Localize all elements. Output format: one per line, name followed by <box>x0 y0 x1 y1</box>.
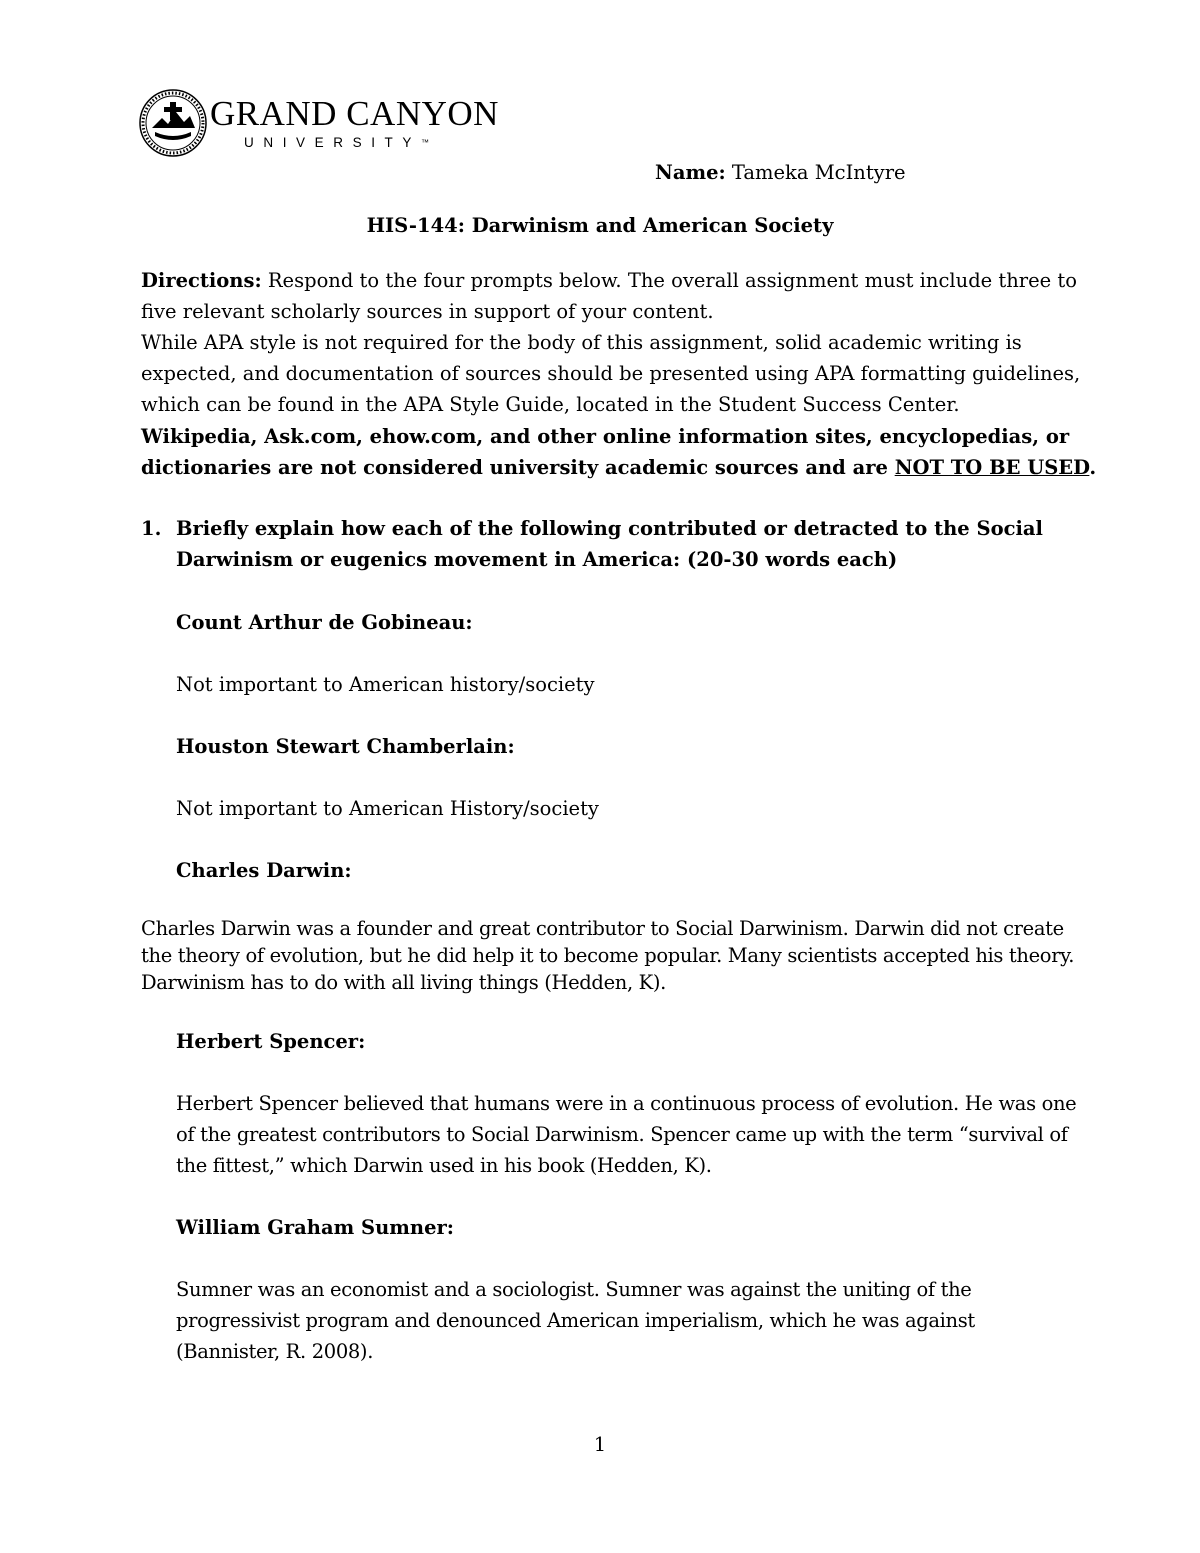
page-title: HIS-144: Darwinism and American Society <box>366 214 834 237</box>
prompt-number: 1. <box>141 517 162 540</box>
entry-answer: Charles Darwin was a founder and great contributor to Social Darwinism. Darwin did not create <box>141 917 1064 940</box>
entry-answer: Sumner was an economist and a sociologist. Sumner was against the uniting of the <box>176 1278 972 1301</box>
directions-line: Directions: Respond to the four prompts below. The overall assignment must include three to <box>141 269 1077 292</box>
university-seal-icon <box>138 88 208 158</box>
entry-heading: Count Arthur de Gobineau: <box>176 611 473 634</box>
entry-answer: Not important to American history/society <box>176 673 595 696</box>
entry-answer: the fittest,” which Darwin used in his book (Hedden, K). <box>176 1154 712 1177</box>
directions-line: expected, and documentation of sources should be presented using APA formatting guidelines, <box>141 362 1081 385</box>
entry-answer: progressivist program and denounced American imperialism, which he was against <box>176 1309 975 1332</box>
prompt-text: Briefly explain how each of the following contributed or detracted to the Social <box>176 517 1043 540</box>
student-name: Name: Tameka McIntyre <box>655 161 906 184</box>
entry-answer: (Bannister, R. 2008). <box>176 1340 374 1363</box>
directions-line: which can be found in the APA Style Guide, located in the Student Success Center. <box>141 393 960 416</box>
page-number: 1 <box>593 1433 607 1456</box>
entry-answer: the theory of evolution, but he did help it to become popular. Many scientists accepted his theory. <box>141 944 1075 967</box>
directions-line: five relevant scholarly sources in support of your content. <box>141 300 714 323</box>
logo-wordmark: GRAND CANYON <box>210 94 499 133</box>
entry-heading: Houston Stewart Chamberlain: <box>176 735 515 758</box>
entry-answer: of the greatest contributors to Social Darwinism. Spencer came up with the term “survival of <box>176 1123 1068 1146</box>
directions-line: While APA style is not required for the body of this assignment, solid academic writing is <box>141 331 1022 354</box>
logo-subtitle: UNIVERSITY™ <box>244 135 430 150</box>
university-logo <box>138 88 499 160</box>
entry-answer: Herbert Spencer believed that humans were in a continuous process of evolution. He was one <box>176 1092 1077 1115</box>
prompt-text: Darwinism or eugenics movement in America: (20-30 words each) <box>176 548 898 571</box>
sources-warning: dictionaries are not considered university academic sources and are NOT TO BE USED. <box>141 456 1097 479</box>
entry-heading: Herbert Spencer: <box>176 1030 366 1053</box>
entry-heading: William Graham Sumner: <box>176 1216 454 1239</box>
entry-answer: Darwinism has to do with all living things (Hedden, K). <box>141 971 666 994</box>
entry-heading: Charles Darwin: <box>176 859 352 882</box>
entry-answer: Not important to American History/society <box>176 797 599 820</box>
sources-warning: Wikipedia, Ask.com, ehow.com, and other online information sites, encyclopedias, or <box>141 425 1070 448</box>
